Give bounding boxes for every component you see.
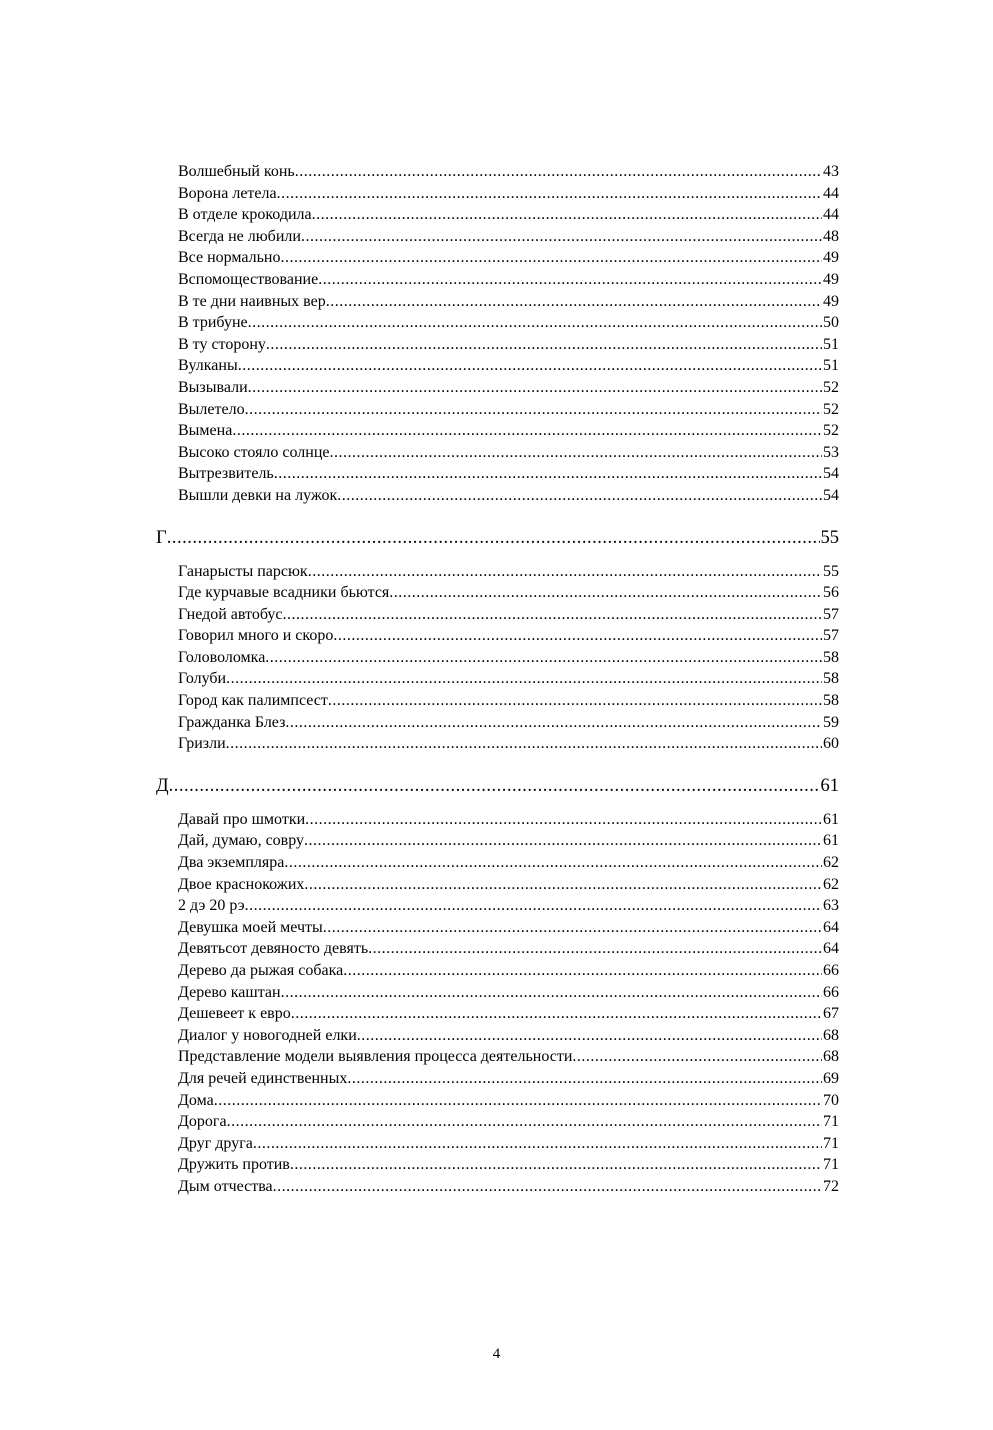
dot-leader	[347, 1068, 822, 1090]
toc-entry[interactable]	[156, 269, 839, 291]
toc-entry[interactable]	[156, 312, 839, 334]
toc-entry-title: Гнедой автобус	[178, 605, 283, 623]
toc-entry[interactable]	[156, 463, 839, 485]
toc-entry[interactable]	[156, 183, 839, 205]
toc-entry-title: Дешевеет к евро	[178, 1005, 291, 1023]
dot-leader	[265, 647, 822, 669]
toc-entry[interactable]	[156, 960, 839, 982]
toc-entry-page: 62	[823, 875, 839, 893]
dot-leader	[304, 830, 822, 852]
toc-entry[interactable]	[156, 690, 839, 712]
dot-leader	[312, 204, 822, 226]
dot-leader	[343, 960, 822, 982]
toc-entry-page: 58	[823, 648, 839, 666]
dot-leader	[214, 1090, 822, 1112]
toc-entry[interactable]	[156, 874, 839, 896]
toc-entry-page: 60	[823, 735, 839, 753]
toc-entry-page: 64	[823, 940, 839, 958]
toc-entry-title: Дерево каштан	[178, 983, 281, 1001]
dot-leader	[227, 1111, 822, 1133]
toc-entry-title: Говорил много и скоро	[178, 627, 334, 645]
toc-entry[interactable]	[156, 442, 839, 464]
toc-entry-title: В отделе крокодила	[178, 206, 312, 224]
dot-leader	[232, 420, 822, 442]
dot-leader	[245, 895, 822, 917]
dot-leader	[318, 269, 822, 291]
toc-entry-title: Ворона летела	[178, 184, 277, 202]
toc-entries	[156, 809, 839, 1198]
dot-leader	[273, 1176, 822, 1198]
toc-entry-page: 58	[823, 692, 839, 710]
toc-entry[interactable]	[156, 895, 839, 917]
toc-entry-page: 51	[823, 335, 839, 353]
toc-entry-title: Для речей единственных	[178, 1069, 348, 1087]
toc-entry-page: 54	[823, 486, 839, 504]
dot-leader	[333, 625, 822, 647]
toc-entry-page: 44	[823, 184, 839, 202]
dot-leader	[274, 463, 822, 485]
dot-leader	[281, 247, 823, 269]
dot-leader	[248, 377, 822, 399]
toc-entry-title: Дай, думаю, совру	[178, 832, 305, 850]
toc-entry[interactable]	[156, 420, 839, 442]
toc-entry[interactable]	[156, 399, 839, 421]
toc-entry-page: 52	[823, 422, 839, 440]
toc-entry-page: 43	[823, 163, 839, 180]
dot-leader	[323, 917, 822, 939]
dot-leader	[305, 809, 822, 831]
toc-entry-title: Всегда не любили	[178, 227, 301, 245]
toc-entry[interactable]	[156, 733, 839, 755]
toc-entry-title: Ганарысты парсюк	[178, 562, 308, 580]
toc-entry-page: 54	[823, 465, 839, 483]
toc-entry[interactable]	[156, 1003, 839, 1025]
toc-section-heading[interactable]	[156, 525, 839, 551]
toc-entry-page: 71	[823, 1113, 839, 1131]
dot-leader	[266, 334, 822, 356]
table-of-contents	[156, 161, 839, 1198]
toc-entry-title: В те дни наивных вер	[178, 292, 326, 310]
toc-entry[interactable]	[156, 1090, 839, 1112]
toc-entry-title: Диалог у новогодней елки	[178, 1026, 357, 1044]
toc-entry[interactable]	[156, 938, 839, 960]
toc-section-continued	[156, 161, 839, 507]
dot-leader	[169, 773, 820, 799]
toc-entry-title: Вытрезвитель	[178, 465, 274, 483]
toc-entry[interactable]	[156, 1133, 839, 1155]
toc-entry[interactable]	[156, 161, 839, 183]
section-page: 61	[820, 775, 839, 796]
toc-entry-page: 51	[823, 357, 839, 375]
toc-entries	[156, 161, 839, 507]
toc-entry-page: 50	[823, 314, 839, 332]
toc-entry-title: Голуби	[178, 670, 227, 688]
dot-leader	[304, 874, 822, 896]
toc-entry-title: Двое краснокожих	[178, 875, 305, 893]
section-letter: Г	[156, 527, 167, 548]
toc-entry[interactable]	[156, 1176, 839, 1198]
toc-entry-page: 67	[823, 1005, 839, 1023]
toc-entry[interactable]	[156, 625, 839, 647]
dot-leader	[285, 712, 822, 734]
toc-entry-page: 55	[823, 562, 839, 580]
toc-entry-title: Город как палимпсест	[178, 692, 328, 710]
dot-leader	[328, 690, 822, 712]
toc-entry-title: Головоломка	[178, 648, 266, 666]
toc-entry-title: Гражданка Блез	[178, 713, 286, 731]
toc-entry-title: Где курчавые всадники бьются	[178, 584, 390, 602]
toc-entry[interactable]	[156, 485, 839, 507]
dot-leader	[337, 485, 822, 507]
toc-entry-title: Гризли	[178, 735, 226, 753]
toc-entry-page: 61	[823, 832, 839, 850]
toc-entry[interactable]	[156, 668, 839, 690]
toc-entry[interactable]	[156, 291, 839, 313]
toc-entry-title: Вулканы	[178, 357, 238, 375]
toc-entry-title: Дорога	[178, 1113, 227, 1131]
toc-entry-page: 64	[823, 918, 839, 936]
toc-entry[interactable]	[156, 852, 839, 874]
toc-entry-title: Девушка моей мечты	[178, 918, 323, 936]
toc-section-g	[156, 525, 839, 755]
dot-leader	[290, 1154, 822, 1176]
toc-entry[interactable]	[156, 1025, 839, 1047]
dot-leader	[226, 668, 822, 690]
toc-entry-title: Волшебный конь	[178, 163, 295, 180]
toc-entry-title: Высоко стояло солнце	[178, 443, 330, 461]
toc-entry[interactable]	[156, 917, 839, 939]
toc-entry[interactable]	[156, 830, 839, 852]
toc-entry-page: 49	[823, 249, 839, 267]
toc-entry-title: Вышли девки на лужок	[178, 486, 338, 504]
toc-entry[interactable]	[156, 1046, 839, 1068]
toc-entry-title: Давай про шмотки	[178, 810, 306, 828]
dot-leader	[167, 525, 820, 551]
toc-section-d	[156, 773, 839, 1198]
toc-entry[interactable]	[156, 1111, 839, 1133]
toc-entry-page: 63	[823, 897, 839, 915]
toc-entry-page: 58	[823, 670, 839, 688]
toc-entry-page: 71	[823, 1134, 839, 1152]
toc-entry-page: 61	[823, 810, 839, 828]
toc-entry-page: 59	[823, 713, 839, 731]
toc-entry-title: Дым отчества	[178, 1177, 273, 1195]
toc-entry[interactable]	[156, 377, 839, 399]
toc-entry-title: Друг друга	[178, 1134, 253, 1152]
toc-entry-title: Дерево да рыжая собака	[178, 962, 344, 979]
toc-entry-page: 52	[823, 378, 839, 396]
dot-leader	[284, 852, 822, 874]
toc-entry[interactable]	[156, 582, 839, 604]
toc-entry-page: 72	[823, 1177, 839, 1195]
dot-leader	[301, 226, 822, 248]
toc-entry[interactable]	[156, 561, 839, 583]
dot-leader	[389, 582, 822, 604]
toc-entry-page: 68	[823, 1026, 839, 1044]
toc-entry-page: 70	[823, 1091, 839, 1109]
toc-entry-page: 56	[823, 584, 839, 602]
toc-entry[interactable]	[156, 1068, 839, 1090]
toc-entry-page: 57	[823, 627, 839, 645]
toc-entry[interactable]	[156, 982, 839, 1004]
toc-entry[interactable]	[156, 712, 839, 734]
dot-leader	[295, 161, 822, 183]
toc-entry[interactable]	[156, 355, 839, 377]
dot-leader	[326, 291, 822, 313]
toc-entry[interactable]	[156, 1154, 839, 1176]
toc-entry-title: Представление модели выявления процесса деятельности	[178, 1048, 573, 1066]
toc-section-heading[interactable]	[156, 773, 839, 799]
toc-entry-page: 62	[823, 854, 839, 872]
dot-leader	[277, 183, 822, 205]
toc-entry-page: 49	[823, 270, 839, 288]
toc-entry-page: 49	[823, 292, 839, 310]
section-page: 55	[820, 527, 839, 548]
toc-entry-page: 48	[823, 227, 839, 245]
dot-leader	[330, 442, 822, 464]
toc-entry-title: Вылетело	[178, 400, 245, 418]
toc-entries	[156, 561, 839, 755]
page-number: 4	[492, 1346, 501, 1362]
toc-entry-title: Дружить против	[178, 1156, 290, 1174]
toc-entry[interactable]	[156, 334, 839, 356]
toc-entry[interactable]	[156, 647, 839, 669]
toc-entry-title: В ту сторону	[178, 335, 266, 353]
dot-leader	[308, 561, 822, 583]
dot-leader	[572, 1046, 822, 1068]
dot-leader	[248, 312, 822, 334]
dot-leader	[357, 1025, 822, 1047]
toc-entry[interactable]	[156, 226, 839, 248]
dot-leader	[368, 938, 822, 960]
toc-entry-page: 44	[823, 206, 839, 224]
toc-entry-title: Все нормально	[178, 249, 281, 267]
section-letter: Д	[156, 775, 169, 796]
toc-entry-page: 68	[823, 1048, 839, 1066]
toc-entry-title: В трибуне	[178, 314, 248, 332]
toc-entry-page: 53	[823, 443, 839, 461]
toc-entry-title: 2 дэ 20 рэ	[178, 897, 245, 915]
toc-entry-page: 52	[823, 400, 839, 418]
toc-entry[interactable]	[156, 809, 839, 831]
toc-entry[interactable]	[156, 604, 839, 626]
toc-entry[interactable]	[156, 247, 839, 269]
dot-leader	[253, 1133, 822, 1155]
toc-entry-title: Вымена	[178, 422, 233, 440]
dot-leader	[281, 982, 822, 1004]
toc-entry[interactable]	[156, 204, 839, 226]
dot-leader	[245, 399, 822, 421]
dot-leader	[282, 604, 822, 626]
toc-entry-page: 57	[823, 605, 839, 623]
dot-leader	[238, 355, 822, 377]
toc-entry-page: 66	[823, 962, 839, 979]
toc-entry-page: 71	[823, 1156, 839, 1174]
dot-leader	[226, 733, 822, 755]
toc-entry-page: 66	[823, 983, 839, 1001]
dot-leader	[291, 1003, 822, 1025]
toc-entry-title: Девятьсот девяносто девять	[178, 940, 369, 958]
toc-entry-title: Вызывали	[178, 378, 248, 396]
toc-entry-title: Дома	[178, 1091, 214, 1109]
toc-entry-title: Вспомоществование	[178, 270, 319, 288]
toc-entry-title: Два экземпляра	[178, 854, 285, 872]
toc-entry-page: 69	[823, 1069, 839, 1087]
